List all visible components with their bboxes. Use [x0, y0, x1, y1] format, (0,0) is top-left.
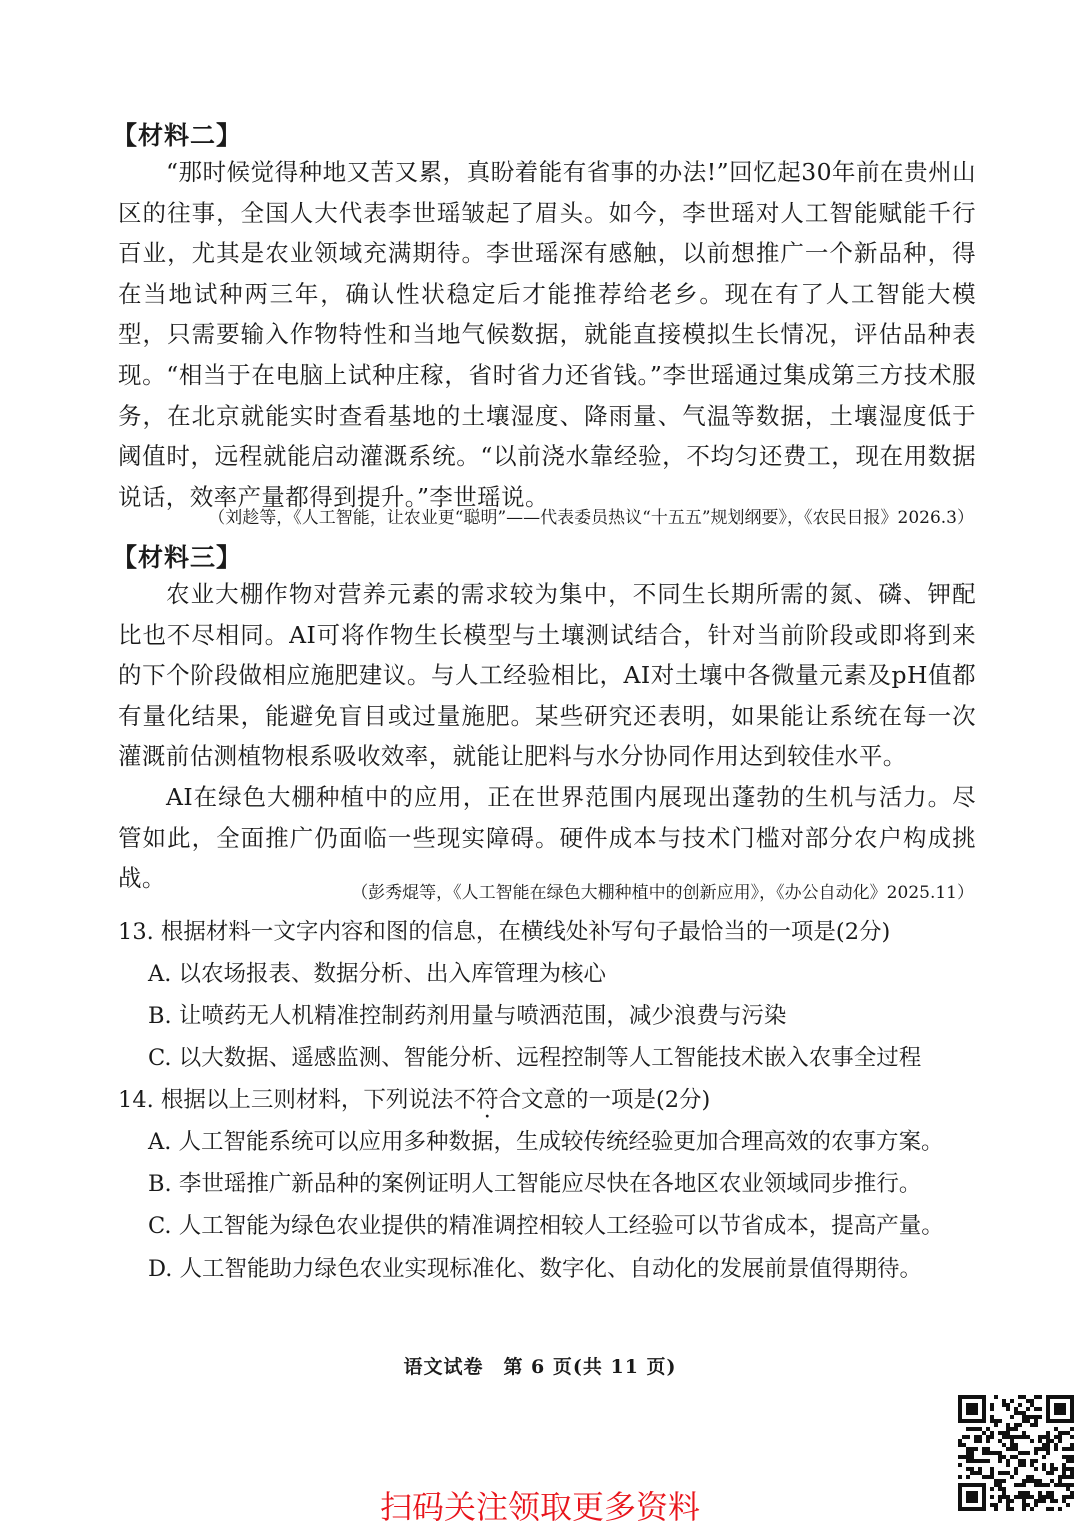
question-14-option-c: C. 人工智能为绿色农业提供的精准调控相较人工经验可以节省成本，提高产量。	[148, 1213, 944, 1239]
promo-banner-text: 扫码关注领取更多资料	[379, 1488, 700, 1526]
material3-source: （彭秀焜等，《人工智能在绿色大棚种植中的创新应用》，《办公自动化》2025.11）	[351, 883, 974, 903]
page-footer: 语文试卷 第 6 页(共 11 页)	[403, 1356, 677, 1378]
question-13-stem: 13. 根据材料一文字内容和图的信息，在横线处补写句子最恰当的一项是(2分)	[118, 919, 891, 945]
question-14-stem-end: 文意的一项是(2分)	[520, 1087, 711, 1113]
question-14-option-d: D. 人工智能助力绿色农业实现标准化、数字化、自动化的发展前景值得期待。	[148, 1256, 923, 1282]
question-13-option-b: B. 让喷药无人机精准控制药剂用量与喷洒范围，减少浪费与污染	[148, 1003, 787, 1029]
material2-source: （刘趁等，《人工智能，让农业更“聪明”——代表委员热议“十五五”规划纲要》，《农民日报》2026.3）	[208, 508, 974, 528]
question-13-option-a: A. 以农场报表、数据分析、出入库管理为核心	[148, 961, 607, 987]
question-14-option-b: B. 李世瑶推广新品种的案例证明人工智能应尽快在各地区农业领域同步推行。	[148, 1171, 922, 1197]
question-14-emphasis: 不符合	[453, 1087, 521, 1113]
material2-paragraph: “那时候觉得种地又苦又累，真盼着能有省事的办法!”回忆起30年前在贵州山区的往事，全国人大代表李世瑶皱起了眉头。如今，李世瑶对人工智能赋能千行百业，尤其是农业领域充满期待。李世瑶深有感触，以前想推广一个新品种，得在当地试种两三年，确认性状稳定后才能推荐给老乡。现在有了人工智能大模型，只需要输入作物特性和当地气候数据，就能直接模拟生长情况，评估品种表现。“相当于在电脑上试种庄稼，省时省力还省钱。”李世瑶通过集成第三方技术服务，在北京就能实时查看基地的土壤湿度、降雨量、气温等数据，土壤湿度低于阈值时，远程就能启动灌溉系统。“以前浇水靠经验，不均匀还费工，现在用数据说话，效率产量都得到提升。”李世瑶说。	[118, 158, 976, 511]
material2-heading: 【材料二】	[112, 121, 243, 150]
question-13-option-c: C. 以大数据、遥感监测、智能分析、远程控制等人工智能技术嵌入农事全过程	[148, 1045, 922, 1071]
question-14-stem	[118, 1082, 710, 1114]
material3-paragraph-1: 农业大棚作物对营养元素的需求较为集中，不同生长期所需的氮、磷、钾配比也不尽相同。AI可将作物生长模型与土壤测试结合，针对当前阶段或即将到来的下个阶段做相应施肥建议。与人工经验相比，AI对土壤中各微量元素及pH值都有量化结果，能避免盲目或过量施肥。某些研究还表明，如果能让系统在每一次灌溉前估测植物根系吸收效率，就能让肥料与水分协同作用达到较佳水平。	[118, 580, 976, 771]
material3-paragraph-2: AI在绿色大棚种植中的应用，正在世界范围内展现出蓬勃的生机与活力。尽管如此，全面推广仍面临一些现实障碍。硬件成本与技术门槛对部分农户构成挑战。	[118, 783, 976, 893]
material3-heading: 【材料三】	[112, 543, 243, 572]
question-14-stem-start: 14. 根据以上三则材料，下列说法	[118, 1087, 454, 1113]
question-14-option-a: A. 人工智能系统可以应用多种数据，生成较传统经验更加合理高效的农事方案。	[148, 1129, 944, 1155]
